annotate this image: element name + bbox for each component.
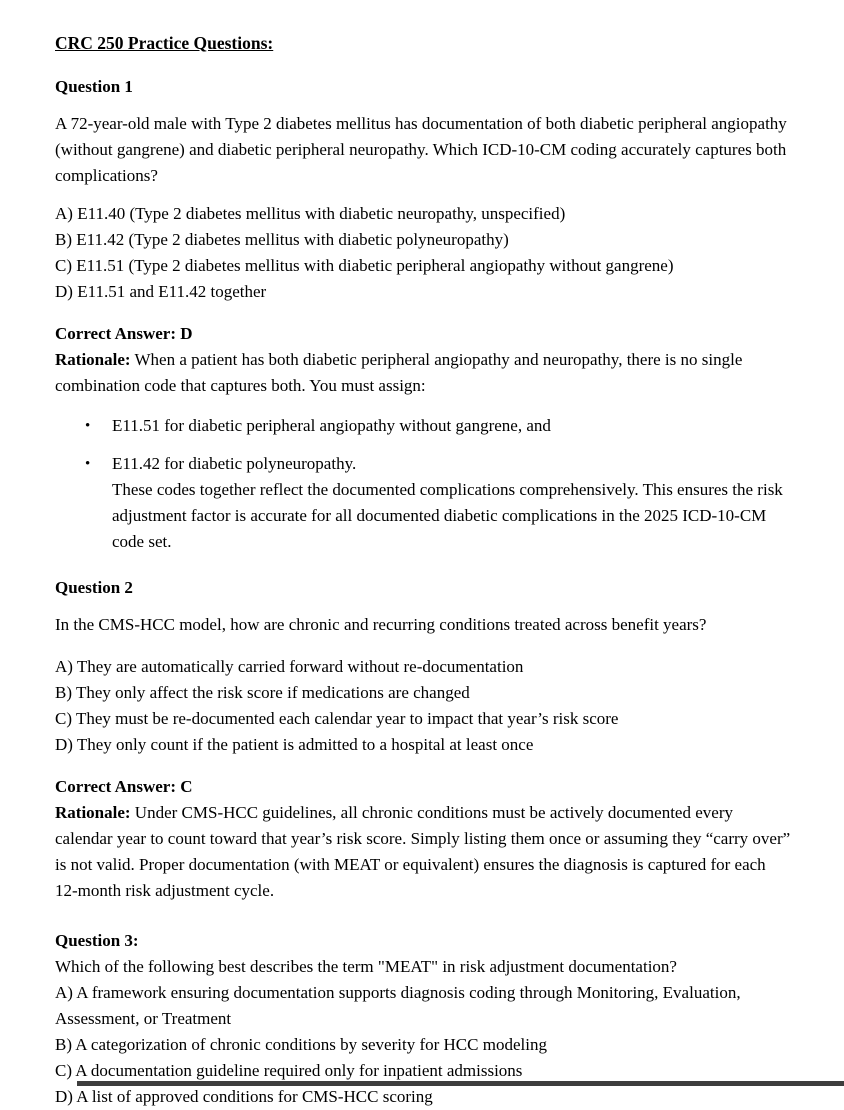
question-2-heading: Question 2 (55, 578, 133, 597)
question-2-body: In the CMS-HCC model, how are chronic and recurring conditions treated across benefit years? (55, 615, 707, 634)
question-2-option-c: C) They must be re-documented each calendar year to impact that year’s risk score (55, 709, 619, 728)
bullet-icon: • (85, 456, 91, 472)
question-2-rationale-text: Under CMS-HCC guidelines, all chronic conditions must be actively documented every calendar year to count toward that year’s risk score. Simply listing them once or assuming they “carry over” is not valid. Proper documentation (with MEAT or equivalent) ensures the diagnosis is captured for each 12-month risk adjustment cycle. (55, 803, 791, 900)
question-3-body: Which of the following best describes the term "MEAT" in risk adjustment documentation? (55, 957, 677, 976)
bullet-1-text: E11.51 for diabetic peripheral angiopathy without gangrene, and (112, 416, 551, 435)
question-1-rationale-label: Rationale: (55, 350, 131, 369)
question-1-option-d: D) E11.51 and E11.42 together (55, 282, 267, 301)
question-1-answer-block (55, 321, 792, 399)
question-2-options (55, 654, 792, 758)
question-1-rationale-text: When a patient has both diabetic peripheral angiopathy and neuropathy, there is no single combination code that captures both. You must assign: (55, 350, 743, 395)
bullet-item (85, 413, 792, 439)
question-2-answer-block (55, 774, 792, 904)
bullet-item (85, 451, 792, 555)
bullet-2-continuation: These codes together reflect the documented complications comprehensively. This ensures the risk adjustment factor is accurate for all documented diabetic complications in the 2025 ICD-10-CM code set. (112, 480, 783, 551)
next-page-top-edge (77, 1081, 844, 1086)
question-1-option-a: A) E11.40 (Type 2 diabetes mellitus with diabetic neuropathy, unspecified) (55, 204, 566, 223)
question-3-option-b: B) A categorization of chronic conditions by severity for HCC modeling (55, 1035, 547, 1054)
question-3-option-c: C) A documentation guideline required only for inpatient admissions (55, 1061, 523, 1080)
question-1-option-c: C) E11.51 (Type 2 diabetes mellitus with diabetic peripheral angiopathy without gangrene) (55, 256, 674, 275)
question-1-correct-answer: Correct Answer: D (55, 324, 193, 343)
question-3-option-d: D) A list of approved conditions for CMS-HCC scoring (55, 1087, 433, 1106)
question-2-rationale-label: Rationale: (55, 803, 131, 822)
question-1-heading: Question 1 (55, 77, 133, 96)
question-3-heading: Question 3: (55, 931, 139, 950)
question-2-option-d: D) They only count if the patient is admitted to a hospital at least once (55, 735, 534, 754)
bullet-2-text: E11.42 for diabetic polyneuropathy. (112, 454, 357, 473)
question-3-option-a: A) A framework ensuring documentation supports diagnosis coding through Monitoring, Evaluation, Assessment, or Treatment (55, 983, 741, 1028)
question-1-option-b: B) E11.42 (Type 2 diabetes mellitus with diabetic polyneuropathy) (55, 230, 509, 249)
question-1-bullet-list (55, 413, 792, 555)
question-1-body: A 72-year-old male with Type 2 diabetes mellitus has documentation of both diabetic peripheral angiopathy (without gangrene) and diabetic peripheral neuropathy. Which ICD-10-CM coding accurately captures both complications? (55, 114, 787, 185)
question-1-options (55, 201, 792, 305)
question-2-option-b: B) They only affect the risk score if medications are changed (55, 683, 470, 702)
document-title: CRC 250 Practice Questions: (55, 33, 274, 53)
bullet-icon: • (85, 418, 91, 434)
question-2-option-a: A) They are automatically carried forward without re-documentation (55, 657, 524, 676)
question-2-correct-answer: Correct Answer: C (55, 777, 193, 796)
